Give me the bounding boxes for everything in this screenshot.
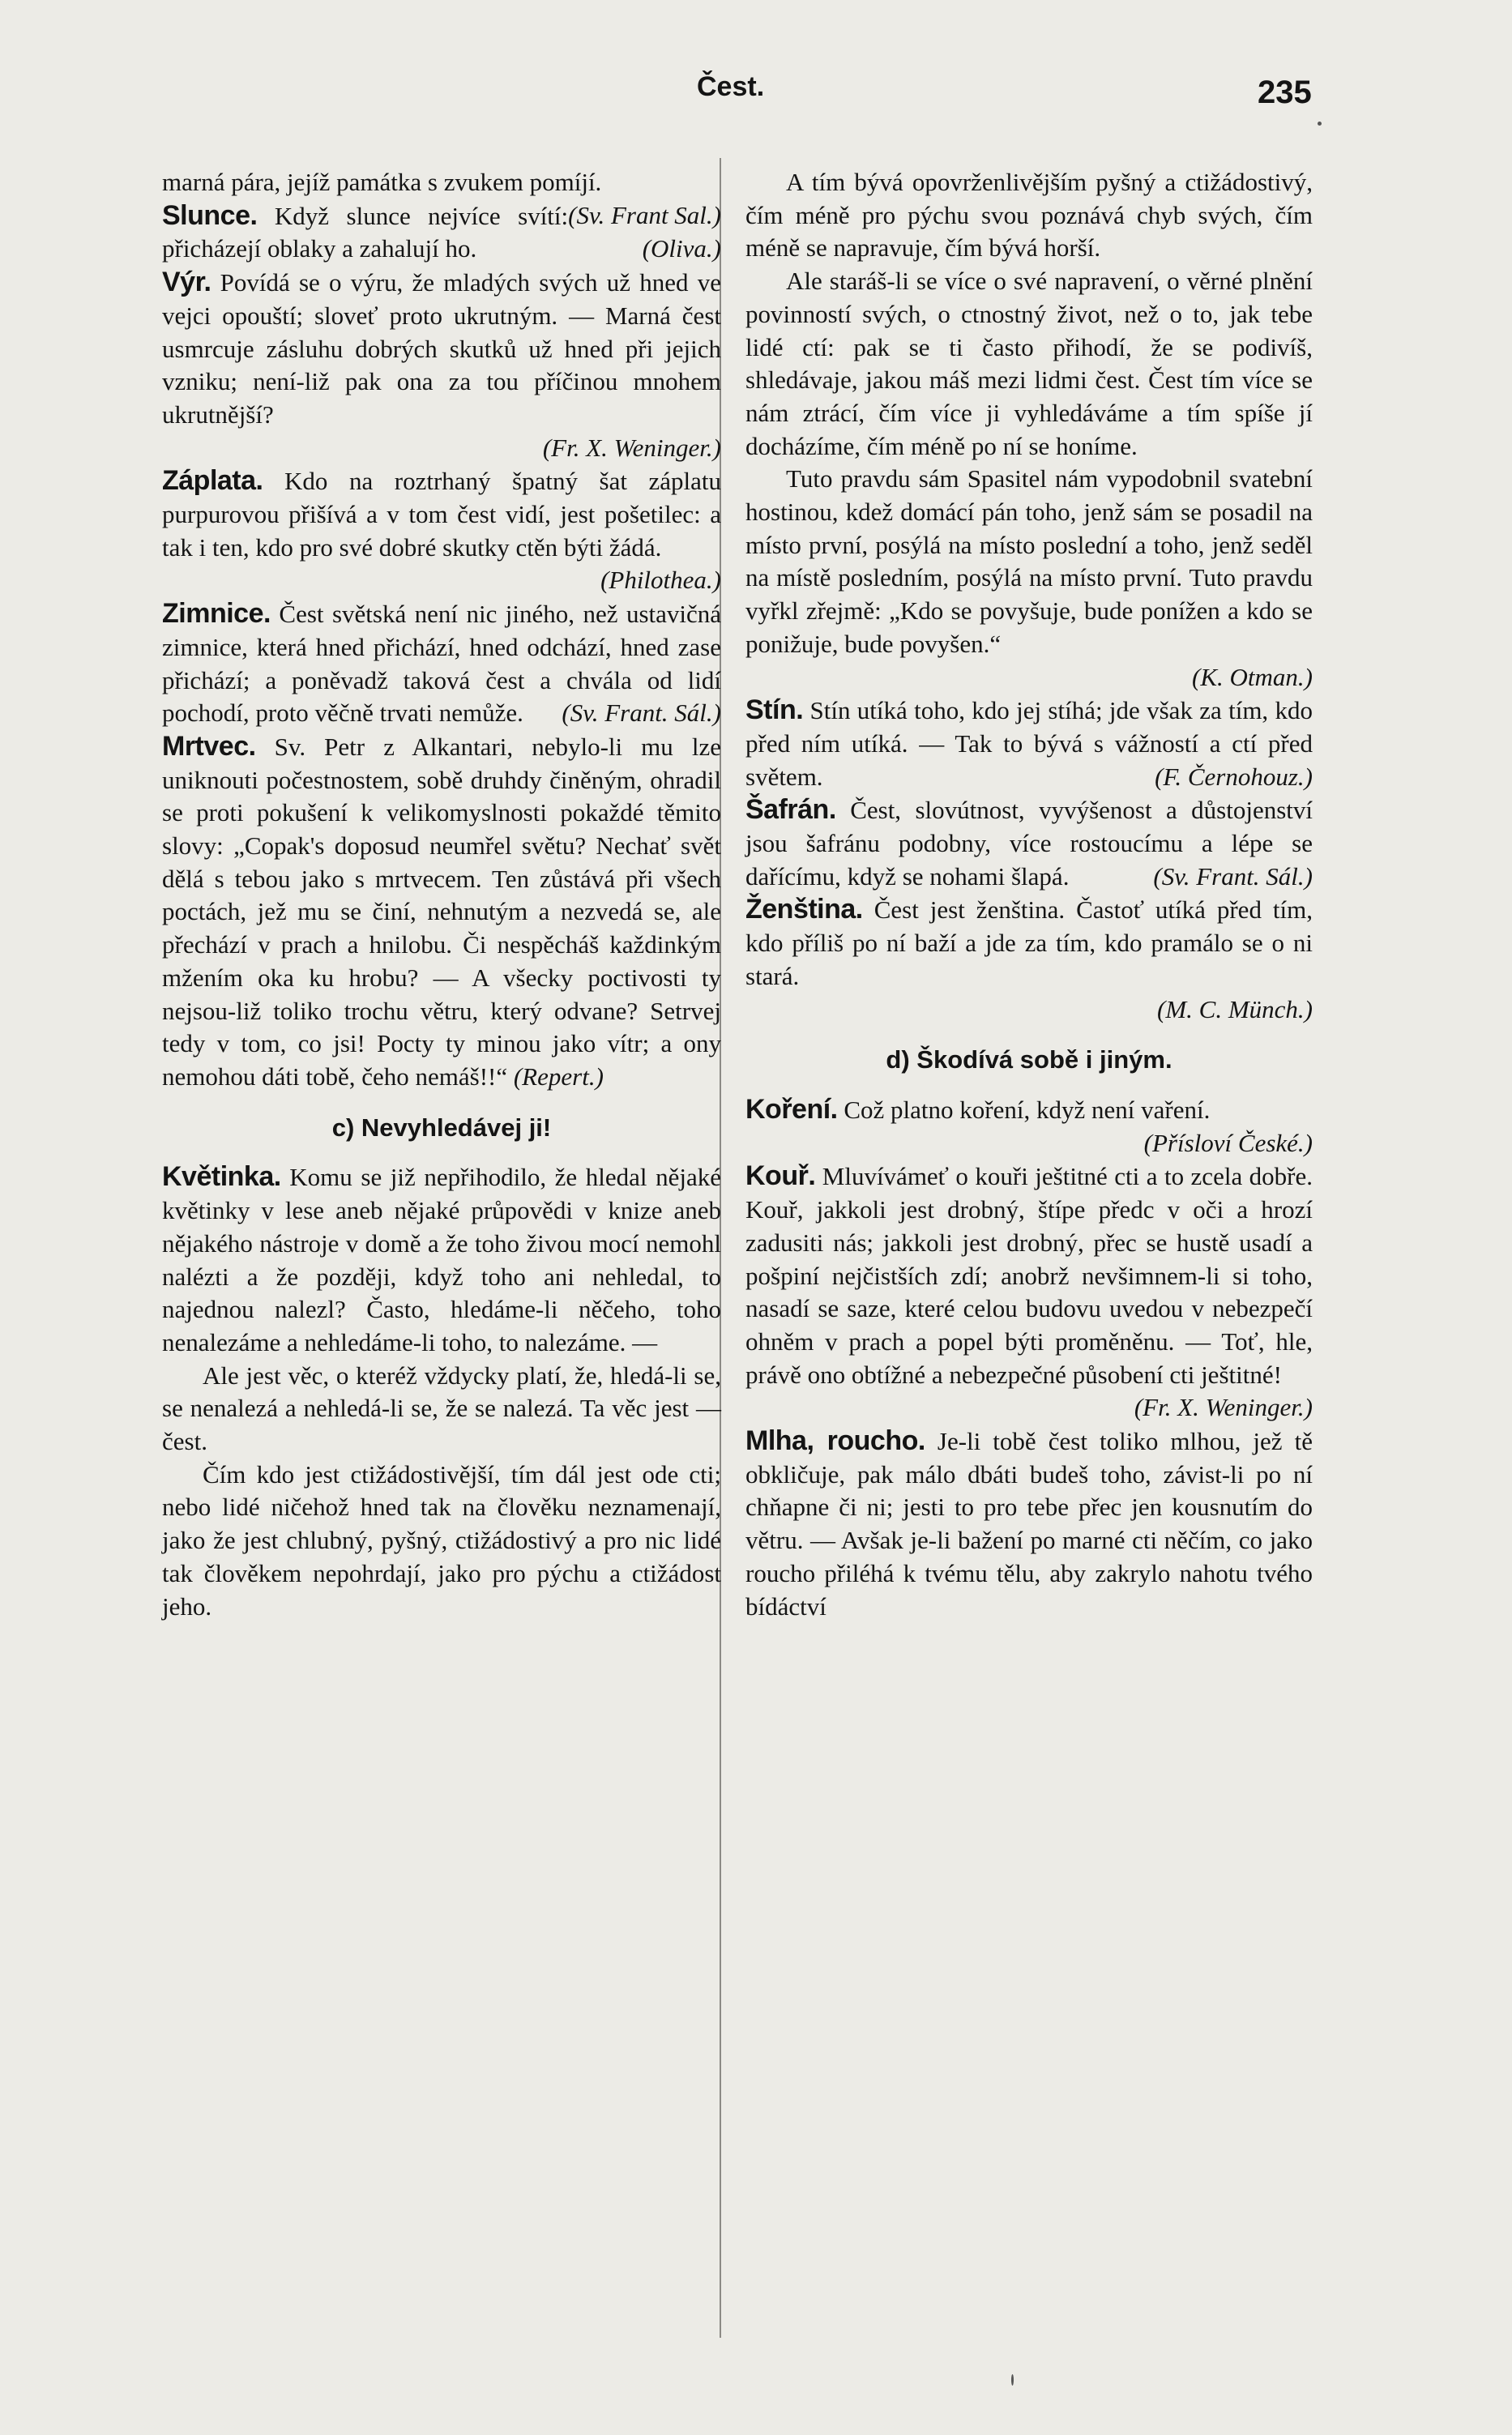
entry-text: Čest, slovútnost, vyvýšenost a důstojenství jsou šafránu podobny, více rostoucímu a lépe se dařícímu, když se nohami šlapá. (745, 796, 1313, 891)
entry-mlha (745, 1425, 1313, 1623)
entry-heading: Slunce. (162, 199, 258, 231)
entry-text: Je-li tobě čest toliko mlhou, jež tě obkličuje, pak málo dbáti budeš toho, závist-li po ní chňapne či ni; jesti to pro tebe přec jen kousnutím do větru. — Avšak je-li bažení po marné cti něčím, co jako roucho přiléhá k tvému tělu, aby zakrylo nahotu tvého bídáctví (745, 1427, 1313, 1621)
paragraph (745, 463, 1313, 694)
entry-text: Čest jest ženština. Častoť utíká před tím, kdo příliš po ní baží a jde za tím, kdo pramálo se o ni stará. (745, 895, 1313, 990)
paragraph-text: Tuto pravdu sám Spasitel nám vypodobnil svatební hostinou, kdež domácí pán toho, jenž sám se posadil na místo první, posýlá na místo poslední a toho, jenž seděl na místě posledním, posýlá na místo první. Tuto pravdu vyřkl zřejmě: „Kdo se povyšuje, bude ponížen a kdo se ponižuje, bude povyšen.“ (745, 464, 1313, 658)
section-heading-d: d) Škodívá sobě i jiným. (886, 1045, 1172, 1074)
paragraph: Ale jest věc, o kteréž vždycky platí, že, hledá-li se, se nenalezá a nehledá-li se, že se nalezá. Ta věc jest — čest. (162, 1361, 721, 1456)
entry-text: Mluvívámeť o kouři ještitné cti a to zcela dobře. Kouř, jakkoli jest drobný, štípe předc v oči a hrozí zadusiti nás; jakkoli jest drobný, přec se hustě usadí a pošpiní nejčistších zdí; anobrž nevšimnem-li si toho, nasadí se saze, které celou budovu uvedou v nebezpečí ohněm v prach a popel býti proměněnu. — Toť, hle, právě ono obtížné a nebezpečné působení cti ještitné! (745, 1162, 1313, 1389)
entry-text: Čest světská není nic jiného, než ustavičná zimnice, která hned přichází, hned odchází, hned zase přichází; a poněvadž taková čest a chvála od lidí pochodí, proto věčně trvati nemůže. (162, 600, 722, 728)
entry-heading: Květinka. (162, 1161, 281, 1193)
source-citation: (M. C. Münch.) (1157, 994, 1313, 1023)
left-column (162, 166, 721, 1623)
section-heading-c: c) Nevyhledávej ji! (331, 1113, 552, 1142)
entry-zenstina (745, 893, 1313, 1026)
source-citation: (K. Otman.) (1192, 662, 1313, 691)
page-header (0, 71, 1512, 120)
entry-heading: Stín. (745, 694, 804, 726)
right-column (745, 166, 1313, 1623)
entry-heading: Mrtvec. (162, 730, 256, 762)
running-title: Čest. (697, 71, 765, 102)
entry-heading: Ženština. (745, 894, 863, 925)
source-citation: (Repert.) (513, 1062, 604, 1091)
entry-text: Když slunce nejvíce svítí: přicházejí oblaky a zahalují ho. (162, 201, 569, 263)
entry-kour (745, 1160, 1313, 1425)
entry-text: Stín utíká toho, kdo jej stíhá; jde však za tím, kdo před ním utíká. — Tak to bývá s vážností a ctí před světem. (745, 696, 1313, 791)
scan-speck (1011, 2374, 1014, 2386)
entry-heading: Zimnice. (162, 598, 271, 630)
entry-heading: Kouř. (745, 1160, 816, 1192)
paragraph: Čím kdo jest ctižádostivější, tím dál jest ode cti; nebo lidé ničehož hned tak na člověku neznamenají, jako že jest chlubný, pyšný, ctižádostivý a pro nic lidé tak člověkem nepohrdají, jako pro pýchu a ctižádost jeho. (162, 1459, 721, 1621)
paragraph: A tím bývá opovrženlivějším pyšný a ctižádostivý, čím méně pro pýchu svou poznává chyb svých, čím méně se napravuje, čím bývá horší. (745, 168, 1313, 263)
paragraph-text: marná pára, jejíž památka s zvukem pomíjí. (162, 168, 602, 196)
entry-heading: Koření. (745, 1093, 838, 1125)
entry-kvetinka (162, 1160, 721, 1359)
entry-heading: Záplata. (162, 465, 263, 497)
entry-heading: Mlha, roucho. (745, 1425, 925, 1457)
entry-safran (745, 793, 1313, 893)
entry-zimnice (162, 597, 721, 730)
entry-zaplata (162, 464, 721, 597)
source-citation: (F. Černohouz.) (1155, 762, 1313, 791)
entry-text: Kdo na roztrhaný špatný šat záplatu purpurovou přišívá a v tom čest vidí, jest pošetilec: a tak i ten, kdo pro své dobré skutky ctěn býti žádá. (162, 467, 722, 562)
entry-koreni (745, 1093, 1313, 1157)
source-citation: (Oliva.) (642, 234, 721, 263)
entry-mrtvec (162, 730, 721, 1094)
scan-speck (1318, 122, 1322, 126)
source-citation: (Fr. X. Weninger.) (542, 433, 721, 462)
entry-heading: Výr. (162, 267, 211, 298)
source-citation: (Sv. Frant. Sál.) (562, 698, 721, 728)
entry-text: Což platno koření, když není vaření. (844, 1095, 1211, 1124)
entry-stin (745, 694, 1313, 793)
entry-heading: Šafrán. (745, 794, 836, 826)
entry-text: Sv. Petr z Alkantari, nebylo-li mu lze uniknouti počestnostem, sobě druhdy činěným, ohradil se proti pokušení k velikomyslnosti pokaždé těmito slovy: „Copak's doposud neumřel světu? Nechať svět dělá s tebou jako s mrtvecem. Ten zůstává při všech poctách, jež mu se činí, nehnutým a nezvedá se, ale přechází v prach a hnilobu. Či nespěcháš každinkým mžením oka ku hrobu? — A všecky poctivosti ty nejsou-liž toliko trochu větru, který odvane? Setrvej tedy v tom, co jsi! Pocty ty minou jako vítr; a ony nemohou dáti tobě, čeho nemáš!!“ (162, 732, 722, 1091)
page-number: 235 (1258, 75, 1312, 110)
source-citation: (Sv. Frant. Sál.) (1153, 861, 1313, 891)
entry-text: Povídá se o výru, že mladých svých už hned ve vejci opouští; sloveť proto ukrutným. — Marná čest usmrcuje zásluhu dobrých skutků už hned při jejich vzniku; není-liž pak ona za tou příčinou mnohem ukrutnější? (162, 268, 722, 429)
paragraph: Ale staráš-li se více o své napravení, o věrné plnění povinností svých, o ctnostný život, než o to, jak tebe lidé ctí: pak se ti často přihodí, že se podivíš, shledávaje, jakou máš mezi lidmi čest. Čest tím více se nám ztrácí, čím více ji vyhledáváme a tím spíše jí docházíme, čím méně po ní se honíme. (745, 267, 1313, 460)
source-citation: (Přísloví České.) (1143, 1128, 1313, 1157)
source-citation: (Sv. Frant Sal.) (568, 200, 721, 229)
entry-vyr (162, 266, 721, 464)
source-citation: (Fr. X. Weninger.) (1134, 1393, 1313, 1422)
entry-text: Komu se již nepřihodilo, že hledal nějaké květinky v lese aneb nějaké průpovědi v knize aneb nějakého nástroje v domě a že toho živou mocí nemohl nalézti a že později, když toho ani nehledal, to najednou nalezl? Často, hledáme-li něčeho, toho nenalezáme a nehledáme-li toho, to nalezáme. — (162, 1163, 722, 1356)
source-citation: (Philothea.) (600, 566, 721, 595)
